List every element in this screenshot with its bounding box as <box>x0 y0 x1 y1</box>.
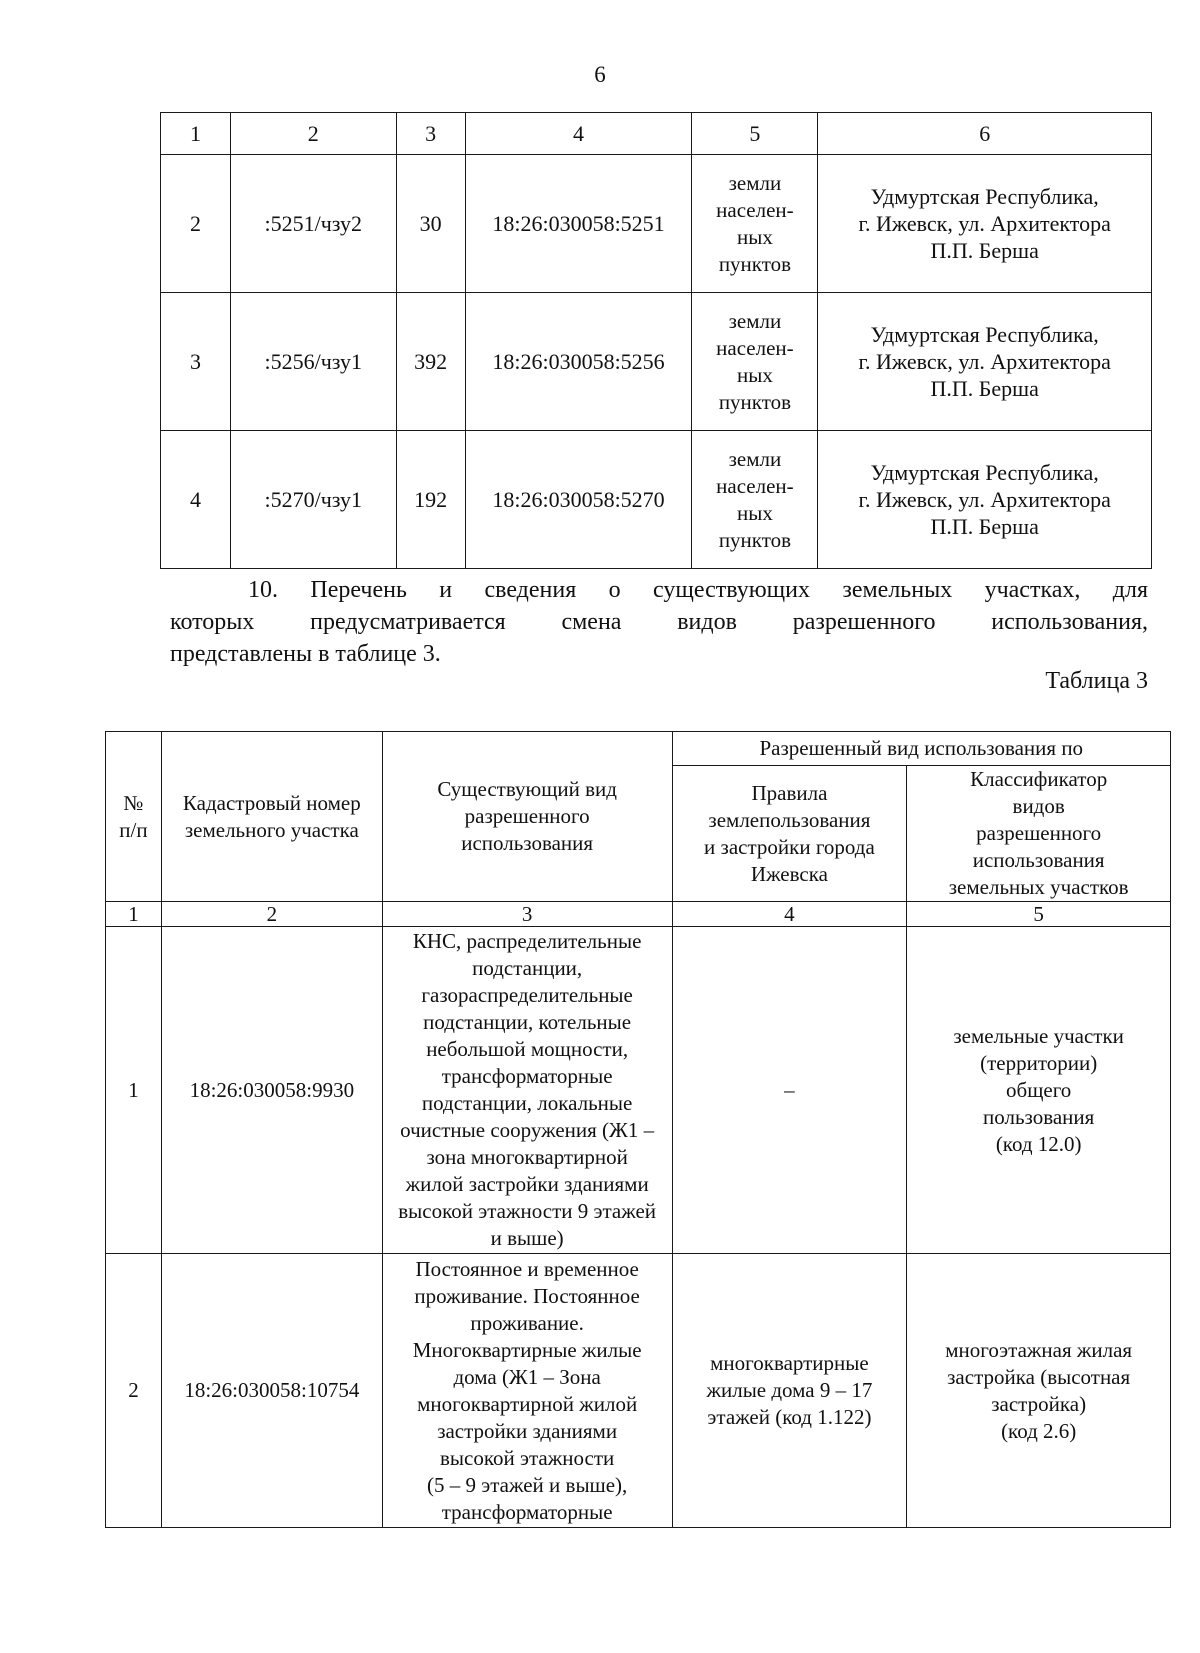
permitted-use-table <box>105 731 1171 1528</box>
paragraph-line: 10. Перечень и сведения о существующих земельных участках, для <box>248 577 1148 603</box>
plot-designation: :5251/чзу2 <box>230 155 396 293</box>
row-number: 1 <box>106 927 162 1254</box>
cadastral-number: 18:26:030058:9930 <box>161 927 382 1254</box>
header-classifier: Классификатор видов разрешенного использования земельных участков <box>907 766 1171 902</box>
table-row <box>161 431 1152 569</box>
cadastral-number: 18:26:030058:5251 <box>465 155 692 293</box>
cadastral-number: 18:26:030058:5256 <box>465 293 692 431</box>
table-row <box>106 1254 1171 1528</box>
header-existing-use: Существующий вид разрешенного использования <box>382 732 672 902</box>
paragraph-line: которых предусматривается смена видов разрешенного использования, <box>170 609 1148 635</box>
column-number: 4 <box>672 902 907 927</box>
land-category: земли населен- ных пунктов <box>692 431 818 569</box>
classifier-use: многоэтажная жилая застройка (высотная застройка) (код 2.6) <box>907 1254 1171 1528</box>
header-cell: 2 <box>230 113 396 155</box>
plot-area: 30 <box>396 155 465 293</box>
header-cell: 6 <box>818 113 1152 155</box>
land-category: земли населен- ных пунктов <box>692 155 818 293</box>
paragraph-10 <box>170 574 1148 670</box>
classifier-use: земельные участки (территории) общего пользования (код 12.0) <box>907 927 1171 1254</box>
table-header-row <box>106 732 1171 766</box>
table-row <box>161 293 1152 431</box>
column-number: 3 <box>382 902 672 927</box>
existing-use: КНС, распределительные подстанции, газораспределительные подстанции, котельные небольшой мощности, трансформаторные подстанции, локальные очистные сооружения (Ж1 – зона многоквартирной жилой застройки зданиями высокой этажности 9 этажей и выше) <box>382 927 672 1254</box>
page-number: 6 <box>594 62 606 87</box>
header-rules: Правила землепользования и застройки города Ижевска <box>672 766 907 902</box>
cadastral-number: 18:26:030058:5270 <box>465 431 692 569</box>
plot-designation: :5270/чзу1 <box>230 431 396 569</box>
address: Удмуртская Республика, г. Ижевск, ул. Архитектора П.П. Берша <box>818 155 1152 293</box>
header-cell: 3 <box>396 113 465 155</box>
rules-use: – <box>672 927 907 1254</box>
row-number: 4 <box>161 431 231 569</box>
plot-area: 392 <box>396 293 465 431</box>
column-numbers-row <box>106 902 1171 927</box>
header-cell: 4 <box>465 113 692 155</box>
column-number: 2 <box>161 902 382 927</box>
header-permitted-by: Разрешенный вид использования по <box>672 732 1170 766</box>
table-header-row <box>161 113 1152 155</box>
row-number: 2 <box>161 155 231 293</box>
plot-designation: :5256/чзу1 <box>230 293 396 431</box>
rules-use: многоквартирные жилые дома 9 – 17 этажей (код 1.122) <box>672 1254 907 1528</box>
header-cadastral: Кадастровый номер земельного участка <box>161 732 382 902</box>
row-number: 2 <box>106 1254 162 1528</box>
table-row <box>161 155 1152 293</box>
column-number: 5 <box>907 902 1171 927</box>
address: Удмуртская Республика, г. Ижевск, ул. Архитектора П.П. Берша <box>818 293 1152 431</box>
header-cell: 5 <box>692 113 818 155</box>
header-cell: 1 <box>161 113 231 155</box>
cadastral-number: 18:26:030058:10754 <box>161 1254 382 1528</box>
header-number: № п/п <box>106 732 162 902</box>
row-number: 3 <box>161 293 231 431</box>
plot-area: 192 <box>396 431 465 569</box>
column-number: 1 <box>106 902 162 927</box>
address: Удмуртская Республика, г. Ижевск, ул. Архитектора П.П. Берша <box>818 431 1152 569</box>
existing-use: Постоянное и временное проживание. Постоянное проживание. Многоквартирные жилые дома (Ж1 – Зона многоквартирной жилой застройки зданиями высокой этажности (5 – 9 этажей и выше), трансформаторные <box>382 1254 672 1528</box>
land-category: земли населен- ных пунктов <box>692 293 818 431</box>
paragraph-line: представлены в таблице 3. <box>170 641 441 667</box>
land-plots-table <box>160 112 1152 569</box>
table-caption: Таблица 3 <box>1045 668 1148 694</box>
table-row <box>106 927 1171 1254</box>
